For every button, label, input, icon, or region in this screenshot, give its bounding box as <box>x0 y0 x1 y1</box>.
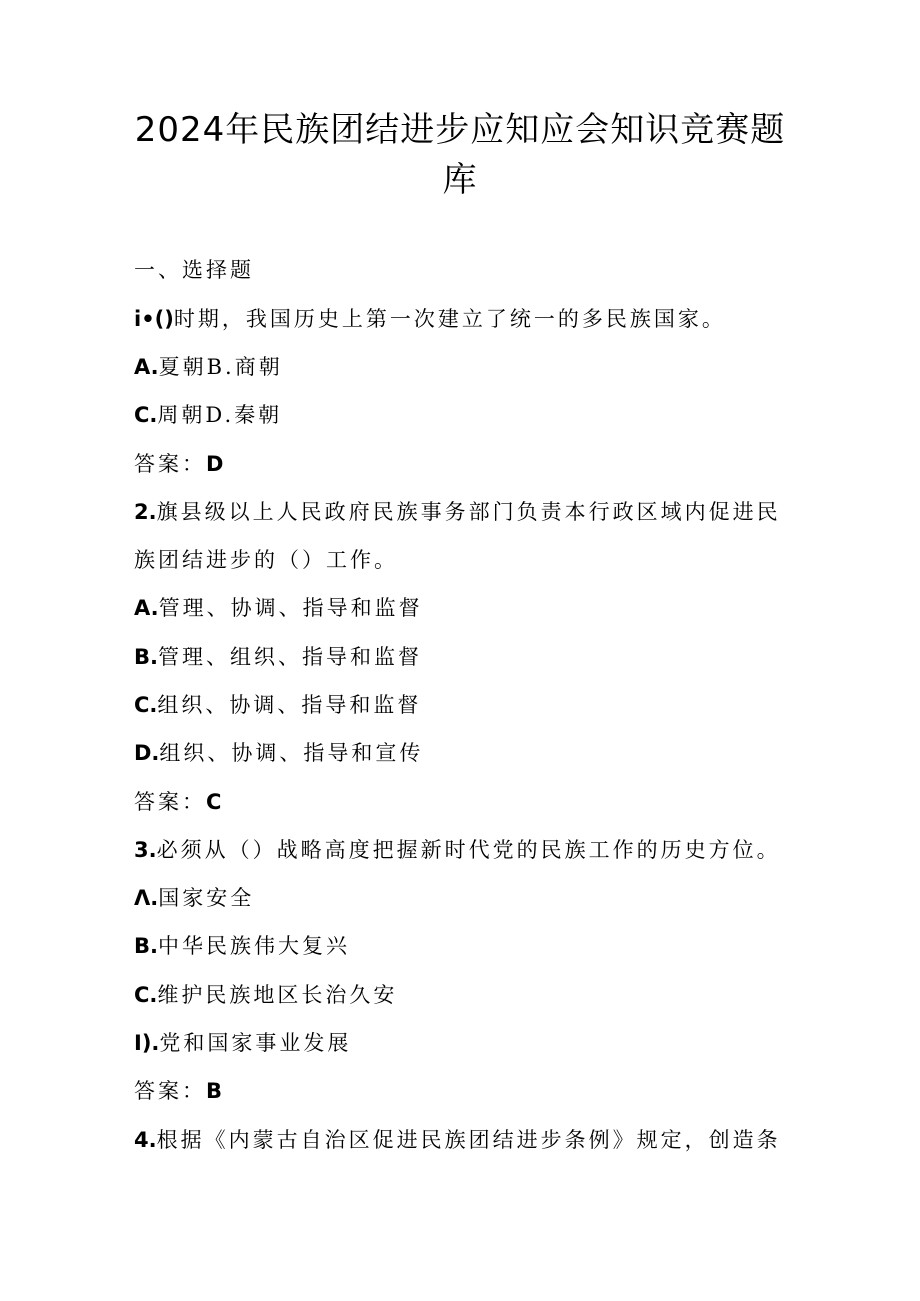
answer-letter: C <box>206 790 222 814</box>
question-3-option-a: Λ.国家安全 <box>134 886 255 910</box>
document-title-continued: 库 <box>442 160 478 200</box>
question-3-option-c: C.维护民族地区长治久安 <box>134 983 398 1007</box>
item-marker: C. <box>134 693 158 717</box>
item-marker: 4. <box>134 1128 157 1152</box>
item-marker: Λ. <box>134 886 159 910</box>
question-1: i•()时期，我国历史上第一次建立了统一的多民族国家。 <box>134 307 726 331</box>
document-title: 2024年民族团结进步应知应会知识竞赛题 <box>134 110 786 150</box>
item-marker: B. <box>134 934 158 958</box>
answer-letter: B <box>206 1079 223 1103</box>
question-2-answer: 答案：C <box>134 790 222 814</box>
question-2: 2.旗县级以上人民政府民族事务部门负责本行政区域内促进民 <box>134 500 781 524</box>
question-3-option-d: I).党和国家事业发展 <box>134 1031 352 1055</box>
section-heading: 一、选择题 <box>134 258 254 282</box>
item-marker: D. <box>134 741 160 765</box>
question-2-option-d: D.组织、协调、指导和宣传 <box>134 741 424 765</box>
question-1-options-ab: A.夏朝B.商朝 <box>134 355 283 379</box>
item-marker: B. <box>134 645 158 669</box>
answer-letter: D <box>206 452 224 476</box>
item-marker: 3. <box>134 838 157 862</box>
item-marker: A. <box>134 355 159 379</box>
item-marker: C. <box>134 983 158 1007</box>
question-3: 3.必须从（）战略高度把握新时代党的民族工作的历史方位。 <box>134 838 781 862</box>
question-2-continued: 族团结进步的（）工作。 <box>134 548 398 572</box>
question-2-option-a: A.管理、协调、指导和监督 <box>134 596 423 620</box>
item-marker: i•() <box>134 307 174 331</box>
item-marker: A. <box>134 596 159 620</box>
question-1-options-cd: C.周朝D.秦朝 <box>134 403 283 427</box>
item-marker: C. <box>134 403 158 427</box>
question-1-answer: 答案：D <box>134 452 224 476</box>
question-3-answer: 答案：B <box>134 1079 223 1103</box>
item-marker: 2. <box>134 500 157 524</box>
question-4: 4.根据《内蒙古自治区促进民族团结进步条例》规定，创造条 <box>134 1128 781 1152</box>
question-2-option-b: B.管理、组织、指导和监督 <box>134 645 422 669</box>
item-marker: I). <box>134 1031 160 1055</box>
question-2-option-c: C.组织、协调、指导和监督 <box>134 693 422 717</box>
question-3-option-b: B.中华民族伟大复兴 <box>134 934 350 958</box>
